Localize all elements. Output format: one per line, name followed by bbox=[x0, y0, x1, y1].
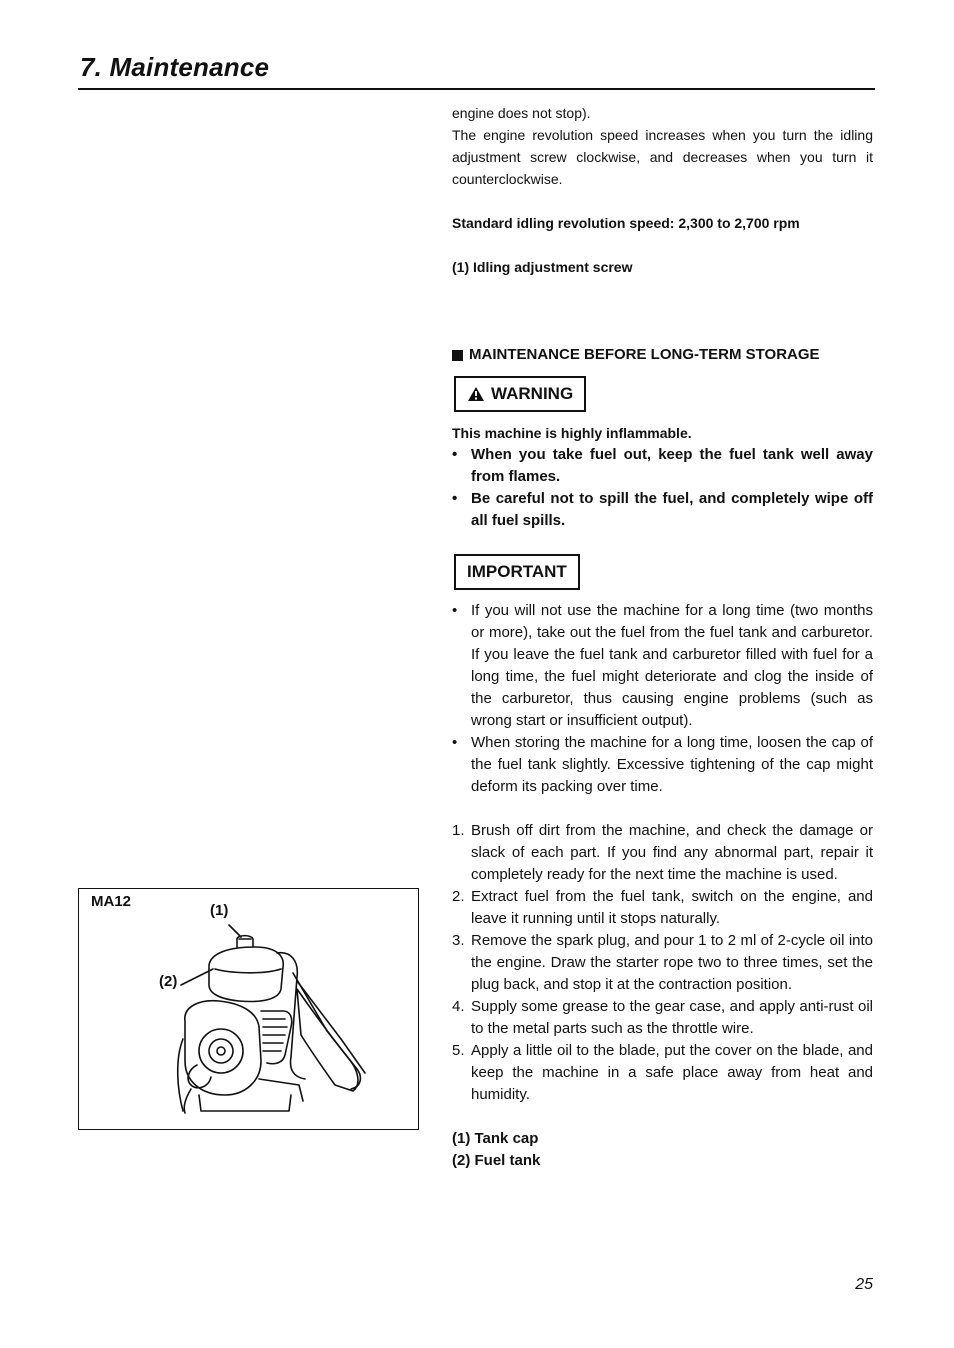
important-bullets bbox=[452, 600, 873, 798]
important-box bbox=[454, 554, 580, 590]
figure-id: MA12 bbox=[91, 893, 132, 910]
warning-triangle-icon bbox=[467, 386, 485, 402]
engine-illustration bbox=[79, 889, 418, 1129]
important-label: IMPORTANT bbox=[467, 562, 567, 581]
tank-cap-label: (1) Tank cap bbox=[452, 1130, 539, 1147]
storage-steps bbox=[452, 820, 873, 1106]
idling-paragraph-1: engine does not stop). bbox=[452, 105, 591, 121]
storage-heading bbox=[452, 344, 873, 366]
fuel-tank-label: (2) Fuel tank bbox=[452, 1152, 541, 1169]
warning-box bbox=[454, 376, 586, 412]
storage-section bbox=[452, 344, 873, 1172]
idling-paragraph-2: The engine revolution speed increases when you turn the idling adjustment screw clockwise, and decreases when you turn it counterclockwise. bbox=[452, 127, 873, 187]
page-header-title: 7. Maintenance bbox=[80, 52, 270, 82]
storage-step: 2. Extract fuel from the fuel tank, switch on the engine, and leave it running until it stops naturally. bbox=[452, 888, 873, 927]
warning-label: WARNING bbox=[491, 384, 574, 403]
figure-ma12 bbox=[78, 888, 419, 1130]
storage-step: 5. Apply a little oil to the blade, put the cover on the blade, and keep the machine in a safe place away from heat and humidity. bbox=[452, 1042, 873, 1103]
page-number: 25 bbox=[855, 1276, 873, 1293]
storage-heading-text: MAINTENANCE BEFORE LONG-TERM STORAGE bbox=[469, 346, 820, 363]
storage-step: 3. Remove the spark plug, and pour 1 to 2 ml of 2-cycle oil into the engine. Draw the starter rope two to three times, set the plug back, and stop it at the contraction position. bbox=[452, 932, 873, 993]
black-square-icon bbox=[452, 350, 463, 361]
idling-callout-label: (1) Idling adjustment screw bbox=[452, 259, 633, 275]
important-bullet: • When storing the machine for a long time, loosen the cap of the fuel tank slightly. Excessive tightening of the cap might deform its packing over time. bbox=[452, 732, 873, 798]
storage-step: 4. Supply some grease to the gear case, and apply anti-rust oil to the metal parts such as the throttle wire. bbox=[452, 998, 873, 1037]
standard-idling-speed: Standard idling revolution speed: 2,300 to 2,700 rpm bbox=[452, 215, 800, 231]
storage-step: 1. Brush off dirt from the machine, and check the damage or slack of each part. If you find any abnormal part, repair it completely ready for the next time the machine is used. bbox=[452, 822, 873, 883]
warning-bullet: • Be careful not to spill the fuel, and completely wipe off all fuel spills. bbox=[452, 488, 873, 532]
warning-bullets bbox=[452, 444, 873, 532]
warning-lead: This machine is highly inflammable. bbox=[452, 425, 692, 441]
idling-section bbox=[452, 102, 873, 278]
figure-callout-1: (1) bbox=[210, 902, 229, 919]
important-bullet: • If you will not use the machine for a long time (two months or more), take out the fuel from the fuel tank and carburetor. If you leave the fuel tank and carburetor filled with fuel for a long time, the fuel might deteriorate and clog the inside of the carburetor, thus causing engine problems (such as wrong start or insufficient output). bbox=[452, 600, 873, 732]
warning-bullet: • When you take fuel out, keep the fuel tank well away from flames. bbox=[452, 444, 873, 488]
figure-callout-2: (2) bbox=[159, 973, 178, 990]
header-rule bbox=[78, 88, 875, 90]
